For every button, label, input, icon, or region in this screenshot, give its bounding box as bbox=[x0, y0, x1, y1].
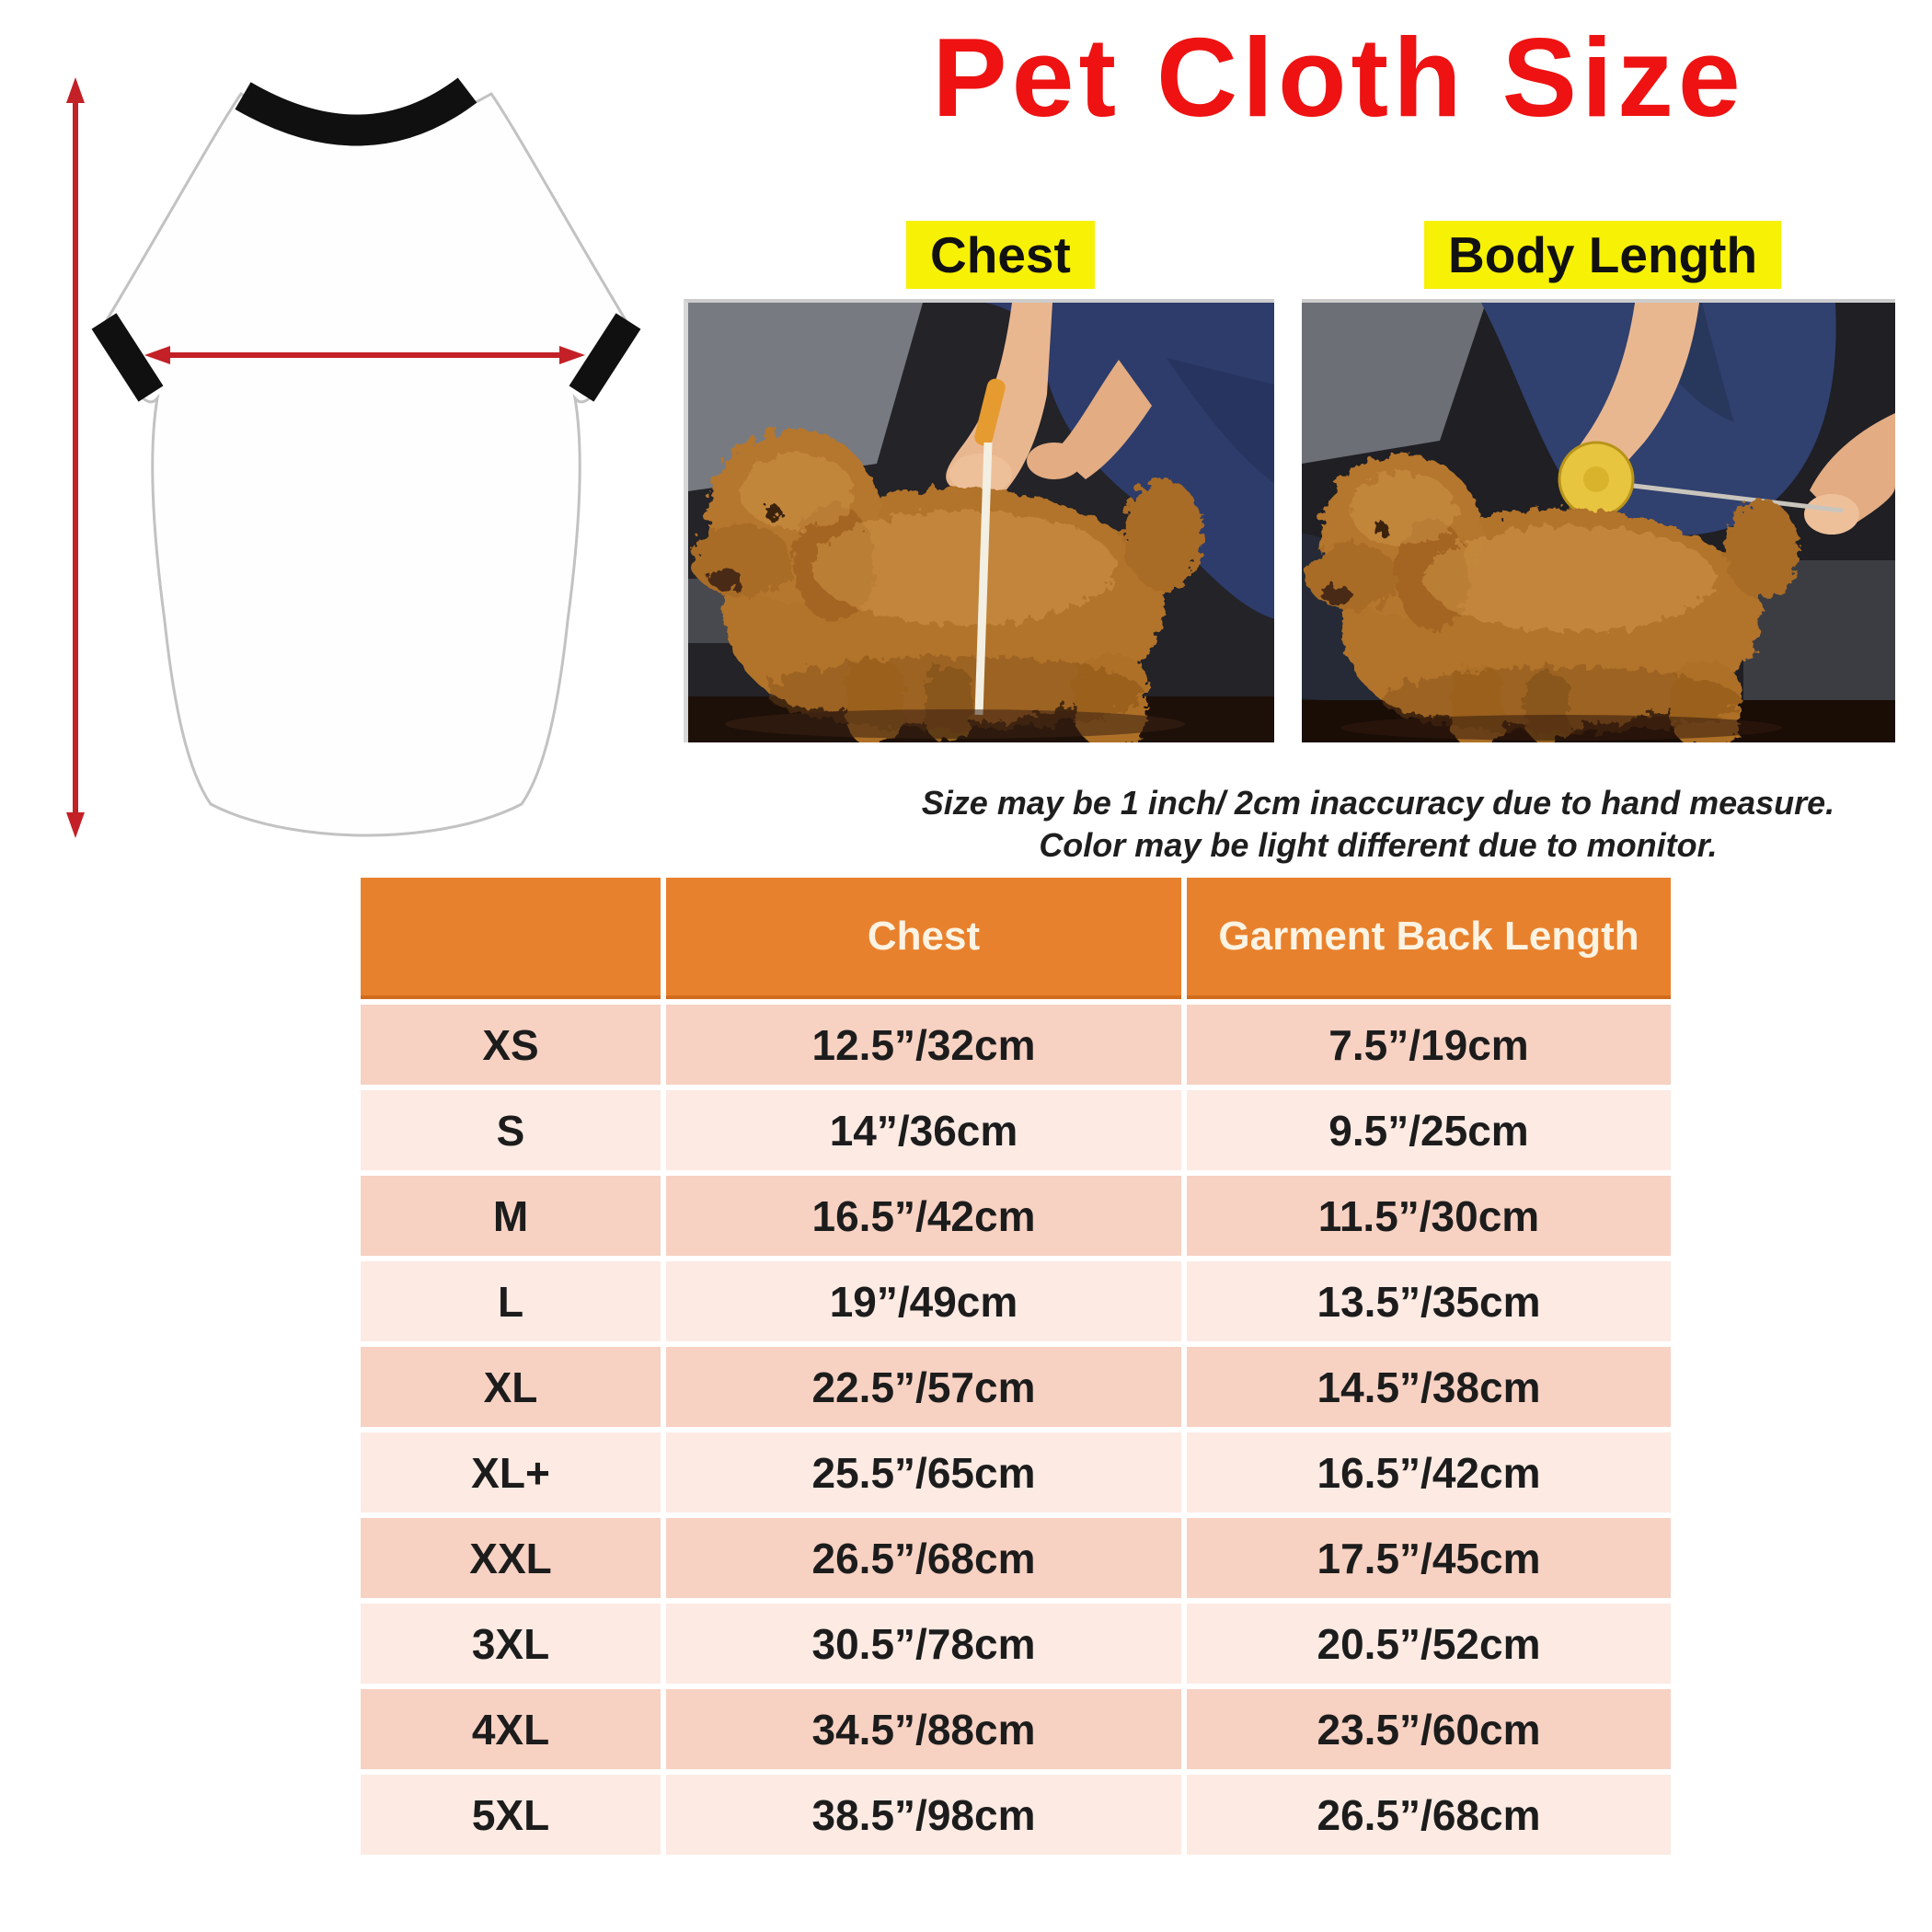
table-cell-back-length: 26.5”/68cm bbox=[1187, 1775, 1671, 1855]
table-cell-size: 5XL bbox=[361, 1775, 661, 1855]
table-cell-chest: 30.5”/78cm bbox=[666, 1604, 1181, 1684]
chest-measure-label: Chest bbox=[906, 221, 1095, 289]
table-cell-back-length: 13.5”/35cm bbox=[1187, 1261, 1671, 1341]
disclaimer-line-2: Color may be light different due to monitor. bbox=[1039, 826, 1718, 864]
disclaimer-line-1: Size may be 1 inch/ 2cm inaccuracy due to hand measure. bbox=[921, 784, 1835, 822]
table-cell-back-length: 17.5”/45cm bbox=[1187, 1518, 1671, 1598]
table-cell-chest: 16.5”/42cm bbox=[666, 1176, 1181, 1256]
table-cell-back-length: 9.5”/25cm bbox=[1187, 1090, 1671, 1170]
body-length-arrow-icon bbox=[66, 77, 85, 838]
chest-measuring-photo bbox=[684, 299, 1274, 742]
table-cell-size: M bbox=[361, 1176, 661, 1256]
table-cell-size: XL bbox=[361, 1347, 661, 1427]
table-cell-chest: 34.5”/88cm bbox=[666, 1689, 1181, 1769]
measuring-dog-body-length-illustration bbox=[1302, 303, 1895, 742]
table-cell-back-length: 16.5”/42cm bbox=[1187, 1432, 1671, 1512]
header-back-length-column: Garment Back Length bbox=[1187, 878, 1671, 999]
header-size-column bbox=[361, 878, 661, 999]
body-length-measure-label: Body Length bbox=[1424, 221, 1781, 289]
table-cell-chest: 38.5”/98cm bbox=[666, 1775, 1181, 1855]
table-cell-back-length: 23.5”/60cm bbox=[1187, 1689, 1671, 1769]
table-cell-chest: 26.5”/68cm bbox=[666, 1518, 1181, 1598]
measuring-dog-chest-illustration bbox=[688, 303, 1274, 742]
table-cell-size: XL+ bbox=[361, 1432, 661, 1512]
table-cell-chest: 12.5”/32cm bbox=[666, 1005, 1181, 1085]
table-cell-size: 3XL bbox=[361, 1604, 661, 1684]
table-cell-back-length: 14.5”/38cm bbox=[1187, 1347, 1671, 1427]
table-cell-back-length: 20.5”/52cm bbox=[1187, 1604, 1671, 1684]
table-cell-chest: 19”/49cm bbox=[666, 1261, 1181, 1341]
table-cell-size: 4XL bbox=[361, 1689, 661, 1769]
tshirt-measurement-diagram bbox=[28, 37, 672, 883]
table-cell-back-length: 7.5”/19cm bbox=[1187, 1005, 1671, 1085]
yellow-tape-measure bbox=[1559, 443, 1633, 516]
size-table bbox=[361, 878, 1671, 1855]
table-cell-size: XS bbox=[361, 1005, 661, 1085]
collar-band bbox=[243, 90, 467, 131]
body-length-measuring-photo bbox=[1302, 299, 1895, 742]
table-cell-chest: 14”/36cm bbox=[666, 1090, 1181, 1170]
table-cell-size: XXL bbox=[361, 1518, 661, 1598]
table-cell-chest: 25.5”/65cm bbox=[666, 1432, 1181, 1512]
table-cell-chest: 22.5”/57cm bbox=[666, 1347, 1181, 1427]
header-chest-column: Chest bbox=[666, 878, 1181, 999]
pet-tshirt-back-view-icon bbox=[101, 90, 631, 835]
disclaimer-text bbox=[826, 782, 1930, 867]
table-cell-size: S bbox=[361, 1090, 661, 1170]
page-title: Pet Cloth Size bbox=[932, 15, 1745, 140]
table-cell-back-length: 11.5”/30cm bbox=[1187, 1176, 1671, 1256]
table-cell-size: L bbox=[361, 1261, 661, 1341]
